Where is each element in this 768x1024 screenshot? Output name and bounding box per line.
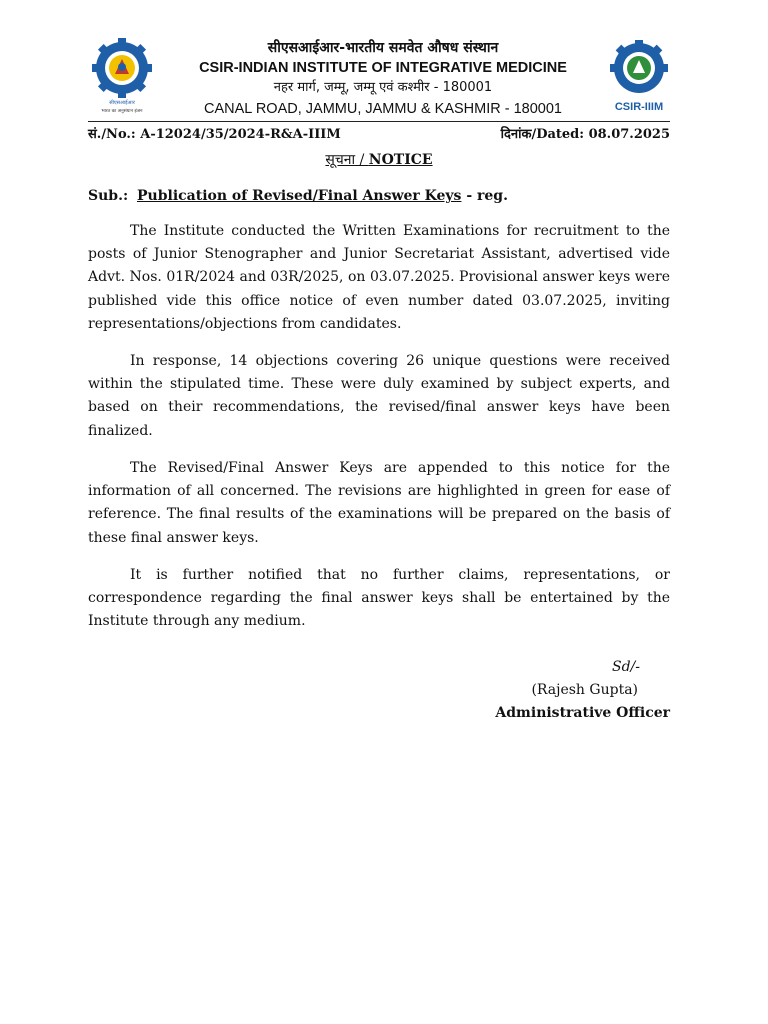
notice-title-hindi: सूचना /: [325, 152, 369, 168]
letterhead: [88, 38, 670, 122]
signatory-name: (Rajesh Gupta): [531, 682, 638, 698]
paragraph-3: The Revised/Final Answer Keys are appended to this notice for the information of all concerned. The revisions are highlighted in green for ease of reference. The final results of the examinations will be prepared on the basis of these final answer keys.: [88, 460, 670, 546]
signature-block: [495, 656, 670, 725]
reference-number: सं./No.: A-12024/35/2024-R&A-IIIM: [88, 127, 341, 142]
notice-title-english: NOTICE: [368, 152, 433, 168]
address-english: CANAL ROAD, JAMMU, JAMMU & KASHMIR - 180001: [203, 101, 562, 117]
paragraph-1: The Institute conducted the Written Examinations for recruitment to the posts of Junior Stenographer and Junior Secretariat Assistant, advertised vide Advt. Nos. 01R/2024 and 03R/2025, on 03.07.2025. Provisional answer keys were published vide this office notice of even number dated 03.07.2025, inviting representations/objections from candidates.: [88, 223, 670, 332]
reference-line: [88, 124, 670, 144]
paragraph-4: It is further notified that no further claims, representations, or correspondence regarding the final answer keys shall be entertained by the Institute through any medium.: [88, 567, 670, 630]
header-divider: [88, 121, 670, 122]
svg-text:सीएसआईआर: सीएसआईआर: [109, 100, 135, 106]
institute-name-english: CSIR-INDIAN INSTITUTE OF INTEGRATIVE MEDICINE: [199, 60, 567, 76]
letterhead-text: [168, 38, 598, 120]
signature-sd: Sd/-: [612, 659, 640, 675]
signatory-designation: Administrative Officer: [495, 705, 670, 721]
reference-date: दिनांक/Dated: 08.07.2025: [500, 127, 670, 142]
subject-label: Sub.:: [88, 188, 129, 204]
svg-text:CSIR-IIIM: CSIR-IIIM: [614, 101, 664, 113]
notice-title: [88, 150, 670, 169]
subject-suffix: - reg.: [461, 188, 508, 204]
institute-name-hindi: सीएसआईआर-भारतीय समवेत औषध संस्थान: [267, 40, 499, 56]
subject-text: Publication of Revised/Final Answer Keys: [137, 188, 462, 204]
paragraph-2: In response, 14 objections covering 26 unique questions were received within the stipulated time. These were duly examined by subject experts, and based on their recommendations, the revised/final answer keys have been finalized.: [88, 353, 670, 439]
subject-line: [88, 188, 670, 204]
csir-iiim-logo: [608, 40, 670, 118]
csir-emblem-logo: [92, 38, 152, 116]
address-hindi: नहर मार्ग, जम्मू, जम्मू एवं कश्मीर - 180001: [273, 80, 493, 95]
svg-text:भारत का अनुसंधान इंजन: भारत का अनुसंधान इंजन: [101, 109, 143, 114]
